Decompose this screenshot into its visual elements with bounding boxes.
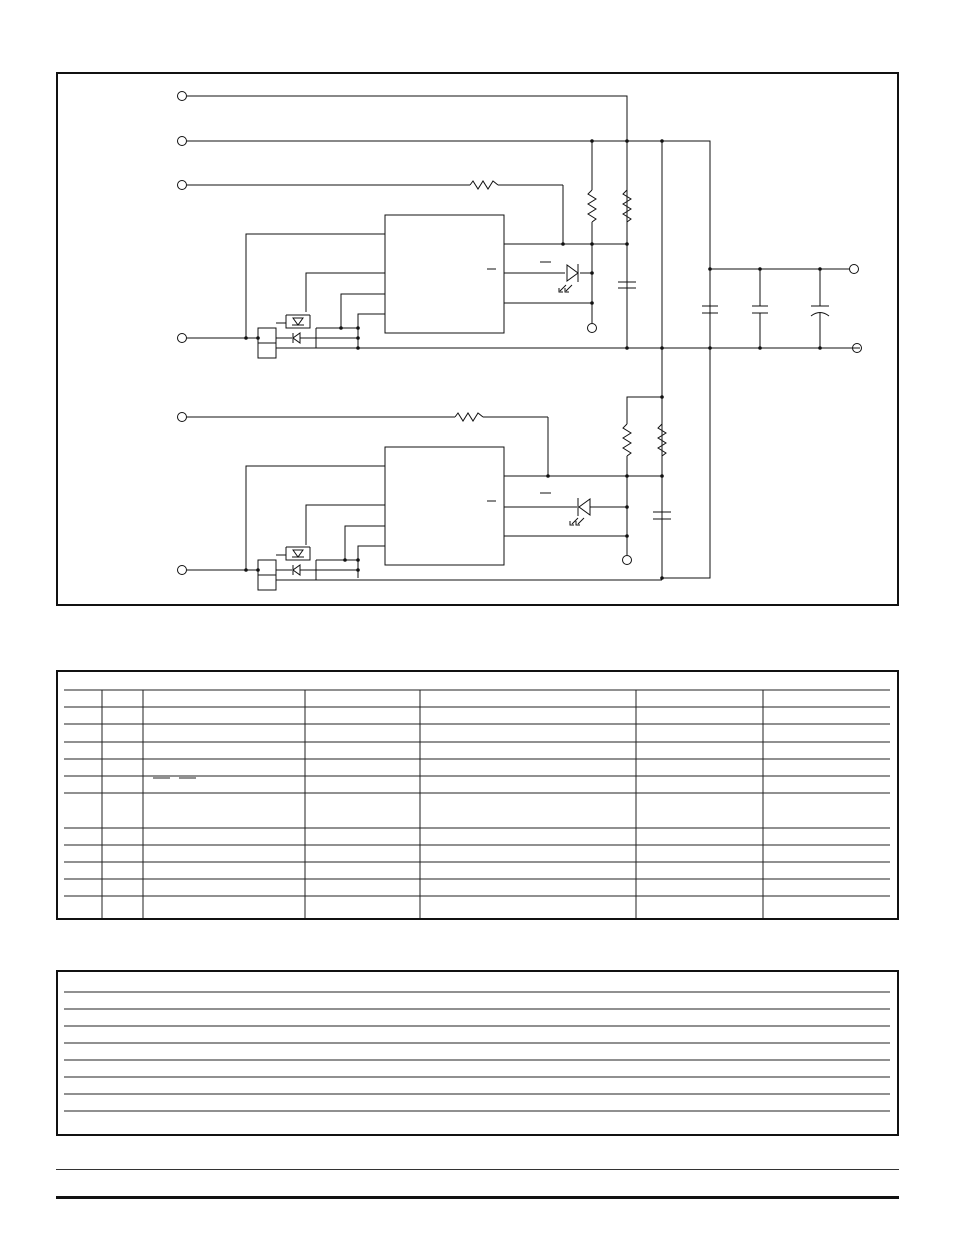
led-icon bbox=[570, 498, 590, 525]
ic-block-icon bbox=[385, 447, 504, 565]
wire bbox=[187, 234, 860, 348]
transistor-icon bbox=[258, 315, 310, 358]
terminal-icon bbox=[178, 92, 187, 575]
notes-lines bbox=[56, 970, 899, 1136]
wire bbox=[504, 244, 627, 303]
footer-rule bbox=[56, 1196, 899, 1199]
diode-icon bbox=[276, 333, 316, 343]
table-grid bbox=[56, 670, 899, 920]
output-terminal-icon bbox=[588, 265, 862, 565]
capacitor-icon bbox=[702, 306, 768, 313]
table-row-lines bbox=[64, 690, 890, 896]
diode-icon bbox=[276, 565, 316, 575]
transistor-icon bbox=[258, 547, 310, 590]
capacitor-icon bbox=[618, 244, 636, 348]
pin-description-table bbox=[56, 670, 899, 920]
footer-divider bbox=[56, 1169, 899, 1170]
schematic-svg bbox=[56, 72, 899, 606]
schematic-diagram bbox=[56, 72, 899, 606]
junction-dot bbox=[244, 139, 822, 580]
led-icon bbox=[559, 264, 578, 292]
wire bbox=[710, 269, 850, 348]
ic-block-icon bbox=[385, 215, 504, 333]
notes-box bbox=[56, 970, 899, 1136]
